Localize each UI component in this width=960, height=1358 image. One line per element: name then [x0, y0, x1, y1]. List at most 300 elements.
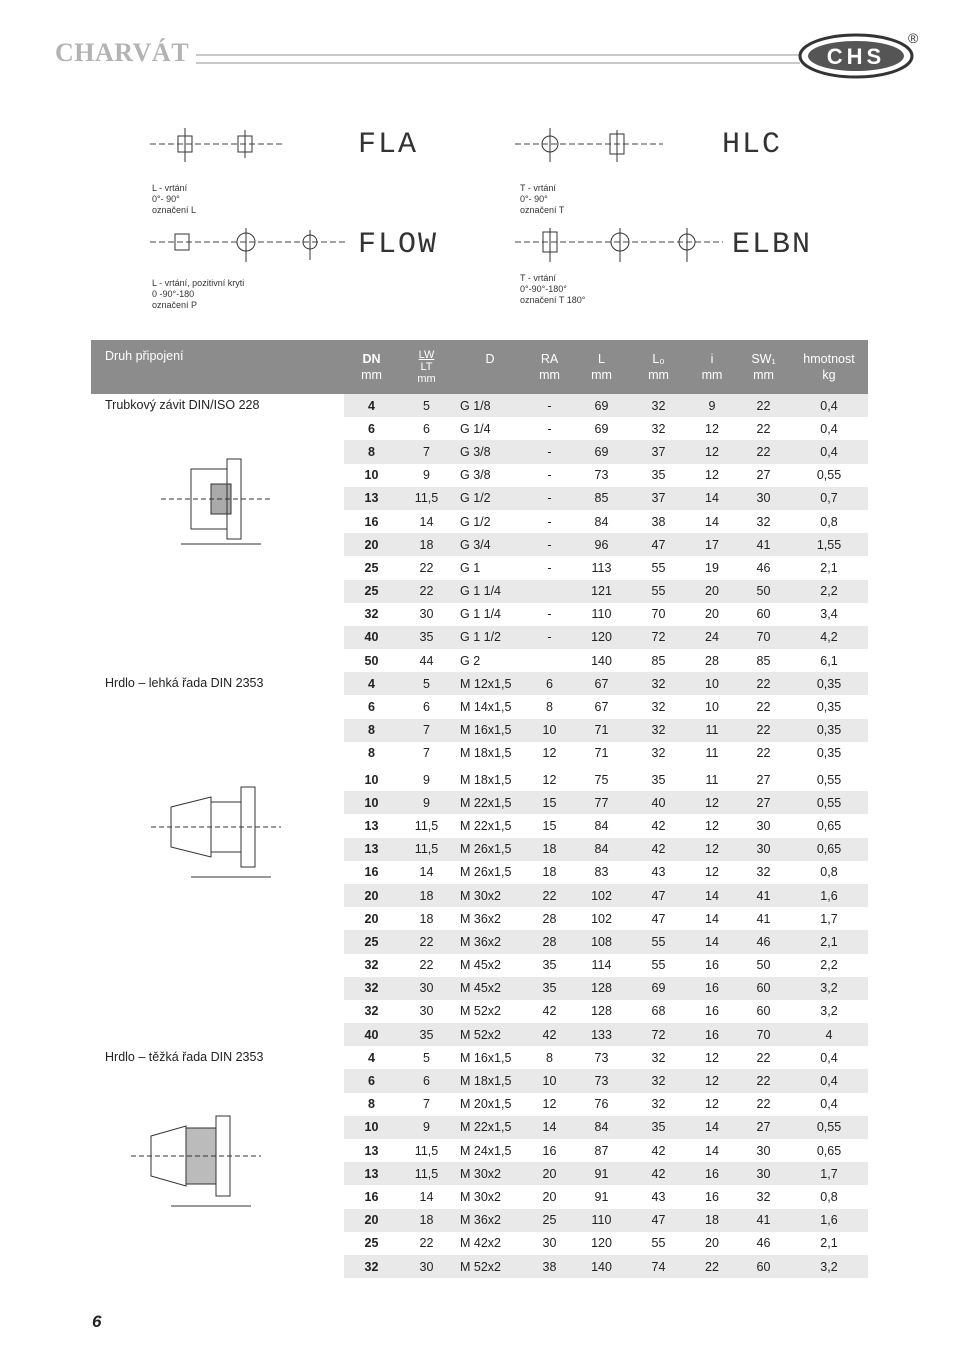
cell-d: M 18x1,5 [454, 1069, 526, 1092]
cell-lw: 18 [399, 533, 454, 556]
cell-sw: 30 [756, 818, 771, 833]
cell-d: M 16x1,5 [454, 719, 526, 742]
cell-ra: 30 [542, 1236, 557, 1251]
cell-d: M 36x2 [454, 1209, 526, 1232]
cell-l0: 37 [630, 440, 687, 463]
table-row [91, 394, 868, 417]
cell-dn: 6 [368, 421, 375, 436]
cell-lw: 6 [423, 421, 430, 436]
cell-dn: 20 [344, 533, 399, 556]
cell-d: G 1/8 [454, 394, 526, 417]
cell-lw: 30 [399, 977, 454, 1000]
cell-sw: 41 [737, 1209, 790, 1232]
cell-d: G 1/2 [454, 487, 526, 510]
cell-dn: 32 [344, 1255, 399, 1278]
chs-logo [798, 33, 914, 79]
cell-d: M 20x1,5 [460, 1097, 512, 1112]
cell-dn: 10 [344, 791, 399, 814]
cell-ra: 22 [526, 884, 573, 907]
cell-l: 76 [594, 1097, 609, 1112]
cell-ra: 38 [526, 1255, 573, 1278]
cell-i: 24 [687, 626, 737, 649]
cell-l: 110 [591, 607, 612, 622]
cell-d: M 30x2 [454, 884, 526, 907]
cell-dn: 32 [364, 607, 379, 622]
cell-hmotnost: 1,55 [790, 533, 868, 556]
cell-sw: 22 [737, 440, 790, 463]
cell-dn: 32 [364, 958, 379, 973]
cell-hmotnost: 0,35 [816, 746, 842, 761]
cell-l: 69 [594, 421, 609, 436]
cell-sw: 41 [737, 533, 790, 556]
cell-ra: - [526, 487, 573, 510]
cell-d: G 1 [460, 560, 481, 575]
cell-l: 83 [594, 865, 609, 880]
cell-sw: 50 [756, 958, 771, 973]
cell-l0: 42 [651, 818, 666, 833]
drawing-code-3: FLOW [358, 228, 439, 262]
cell-hmotnost: 0,8 [820, 1189, 838, 1204]
cell-lw: 22 [419, 958, 434, 973]
cell-i: 12 [705, 818, 719, 833]
fitting-drawing [131, 1106, 261, 1219]
cell-i: 16 [705, 1189, 719, 1204]
cell-l: 84 [573, 1116, 630, 1139]
group-label: Hrdlo – těžká řada DIN 2353 [105, 1050, 264, 1065]
cell-l0: 42 [630, 838, 687, 861]
cell-lw: 35 [399, 626, 454, 649]
cell-i: 10 [687, 672, 737, 695]
cell-lw: 44 [419, 653, 434, 668]
cell-dn: 4 [344, 394, 399, 417]
cell-hmotnost: 0,4 [820, 1050, 838, 1065]
cell-ra: 15 [526, 791, 573, 814]
col-header-sw: SW₁ mm [737, 340, 790, 394]
cell-hmotnost: 3,2 [790, 1255, 868, 1278]
cell-ra: - [547, 560, 552, 575]
cell-hmotnost: 0,65 [816, 1143, 842, 1158]
table-row [91, 1046, 868, 1069]
cell-i: 16 [687, 1162, 737, 1185]
cell-l0: 38 [651, 514, 666, 529]
cell-dn: 20 [344, 1209, 399, 1232]
cell-i: 11 [687, 719, 737, 742]
cell-hmotnost: 0,4 [790, 394, 868, 417]
cell-lw: 7 [423, 1097, 430, 1112]
cell-d: G 1 1/4 [454, 580, 526, 603]
cell-lw: 22 [419, 560, 434, 575]
cell-sw: 22 [737, 719, 790, 742]
cell-l: 114 [591, 958, 612, 973]
cell-l0: 47 [630, 1209, 687, 1232]
cell-l: 121 [573, 580, 630, 603]
cell-dn: 8 [344, 440, 399, 463]
cell-ra: 6 [526, 672, 573, 695]
cell-lw: 14 [419, 1189, 434, 1204]
cell-i: 11 [705, 772, 719, 787]
cell-l0: 72 [630, 626, 687, 649]
cell-l: 120 [573, 626, 630, 649]
cell-lw: 18 [419, 911, 434, 926]
cell-sw: 46 [756, 1236, 771, 1251]
cell-hmotnost: 1,6 [790, 1209, 868, 1232]
cell-dn: 13 [364, 818, 379, 833]
cell-sw: 22 [756, 1050, 771, 1065]
drawing-l-bore [150, 128, 290, 168]
cell-l0: 55 [651, 958, 666, 973]
cell-dn: 8 [368, 746, 375, 761]
cell-hmotnost: 4,2 [790, 626, 868, 649]
cell-i: 10 [705, 700, 719, 715]
drawing-caption-3: L - vrtání, pozitivní kryti 0 -90°-180 označení P [152, 278, 245, 310]
cell-l: 84 [573, 838, 630, 861]
cell-hmotnost: 0,8 [820, 865, 838, 880]
cell-ra: 20 [526, 1162, 573, 1185]
cell-dn: 16 [364, 1189, 379, 1204]
cell-ra: 12 [542, 772, 557, 787]
drawing-t180-bore [515, 228, 725, 268]
cell-d: M 18x1,5 [460, 746, 512, 761]
drawing-caption-2: T - vrtání 0°- 90° označení T [520, 183, 565, 215]
cell-ra: 25 [526, 1209, 573, 1232]
cell-l: 67 [594, 700, 609, 715]
cell-l0: 32 [651, 700, 666, 715]
cell-i: 20 [705, 1236, 719, 1251]
cell-lw: 9 [399, 791, 454, 814]
cell-lw: 6 [423, 700, 430, 715]
cell-l0: 37 [630, 487, 687, 510]
cell-l0: 32 [630, 719, 687, 742]
page-number: 6 [92, 1312, 102, 1331]
cell-i: 14 [705, 1143, 719, 1158]
cell-i: 16 [687, 977, 737, 1000]
cell-l: 102 [573, 884, 630, 907]
cell-sw: 60 [737, 1255, 790, 1278]
cell-l: 120 [591, 1236, 612, 1251]
cell-lw: 11,5 [399, 1162, 454, 1185]
cell-d: M 30x2 [454, 1162, 526, 1185]
cell-i: 18 [687, 1209, 737, 1232]
cell-sw: 27 [737, 1116, 790, 1139]
cell-sw: 22 [737, 1069, 790, 1092]
cell-sw: 22 [737, 672, 790, 695]
col-header-d: D [454, 340, 526, 394]
cell-l: 67 [573, 672, 630, 695]
cell-dn: 10 [344, 1116, 399, 1139]
cell-l: 91 [594, 1189, 609, 1204]
cell-dn: 32 [344, 977, 399, 1000]
cell-dn: 20 [344, 884, 399, 907]
cell-l0: 35 [651, 772, 666, 787]
cell-sw: 41 [756, 911, 771, 926]
cell-hmotnost: 0,4 [790, 440, 868, 463]
cell-ra [526, 580, 573, 603]
cell-i: 14 [705, 514, 719, 529]
cell-dn: 13 [344, 838, 399, 861]
drawing-p-bore [150, 228, 350, 268]
cell-l0: 47 [630, 533, 687, 556]
cell-sw: 32 [756, 1189, 771, 1204]
cell-hmotnost: 0,7 [790, 487, 868, 510]
group-label: Hrdlo – lehká řada DIN 2353 [105, 676, 264, 691]
cell-d: M 22x1,5 [454, 1116, 526, 1139]
cell-hmotnost: 1,7 [790, 1162, 868, 1185]
cell-dn: 8 [368, 1097, 375, 1112]
cell-dn: 13 [344, 1162, 399, 1185]
cell-lw: 9 [423, 468, 430, 483]
cell-sw: 60 [756, 607, 771, 622]
cell-hmotnost: 0,4 [790, 1069, 868, 1092]
cell-hmotnost: 0,35 [790, 672, 868, 695]
cell-ra: 20 [542, 1189, 557, 1204]
cell-sw: 60 [737, 977, 790, 1000]
cell-lw: 30 [399, 1255, 454, 1278]
cell-l0: 32 [651, 1050, 666, 1065]
cell-d: M 22x1,5 [460, 818, 512, 833]
cell-l0: 72 [630, 1023, 687, 1046]
cell-i: 12 [687, 791, 737, 814]
cell-ra: 15 [542, 818, 557, 833]
cell-hmotnost: 0,55 [816, 772, 842, 787]
cell-lw: 22 [399, 930, 454, 953]
cell-l: 77 [573, 791, 630, 814]
cell-i: 16 [705, 1004, 719, 1019]
cell-lw: 7 [399, 440, 454, 463]
fitting-drawing [161, 449, 271, 562]
cell-ra: 42 [526, 1023, 573, 1046]
cell-dn: 25 [364, 560, 379, 575]
cell-l0: 74 [630, 1255, 687, 1278]
cell-hmotnost: 2,2 [790, 580, 868, 603]
cell-i: 12 [687, 440, 737, 463]
cell-ra: - [547, 468, 552, 483]
cell-dn: 25 [364, 1236, 379, 1251]
cell-ra: 8 [546, 1050, 553, 1065]
cell-i: 16 [687, 1023, 737, 1046]
cell-i: 14 [687, 930, 737, 953]
cell-l0: 85 [651, 653, 666, 668]
cell-hmotnost: 3,2 [790, 977, 868, 1000]
logo-text: CHS [826, 44, 886, 69]
cell-l: 75 [594, 772, 609, 787]
table-header-row [91, 340, 868, 394]
cell-sw: 32 [756, 865, 771, 880]
cell-l: 96 [573, 533, 630, 556]
cell-l0: 55 [630, 930, 687, 953]
cell-hmotnost: 3,2 [820, 1004, 838, 1019]
cell-l: 73 [594, 468, 609, 483]
cell-d: M 52x2 [454, 1255, 526, 1278]
cell-d: G 1/2 [460, 514, 491, 529]
cell-l: 71 [573, 719, 630, 742]
drawing-caption-1: L - vrtání 0°- 90° označení L [152, 183, 197, 215]
cell-sw: 46 [756, 560, 771, 575]
cell-sw: 46 [737, 930, 790, 953]
cell-hmotnost: 1,6 [790, 884, 868, 907]
cell-dn: 8 [344, 719, 399, 742]
cell-d: G 1 1/4 [460, 607, 501, 622]
cell-l: 73 [573, 1069, 630, 1092]
cell-ra: 18 [542, 865, 557, 880]
cell-ra: - [526, 533, 573, 556]
cell-lw: 22 [419, 1236, 434, 1251]
cell-d: M 30x2 [460, 1189, 501, 1204]
cell-i: 20 [687, 580, 737, 603]
cell-sw: 70 [737, 1023, 790, 1046]
cell-ra [526, 649, 573, 672]
cell-l0: 55 [651, 560, 666, 575]
cell-sw: 27 [756, 468, 771, 483]
drawing-code-1: FLA [358, 128, 419, 162]
cell-lw: 14 [419, 865, 434, 880]
cell-dn: 16 [364, 865, 379, 880]
cell-i: 12 [705, 865, 719, 880]
cell-dn: 40 [344, 1023, 399, 1046]
cell-d: G 3/8 [460, 468, 491, 483]
cell-ra: - [547, 421, 552, 436]
cell-sw: 30 [737, 487, 790, 510]
cell-l0: 55 [630, 580, 687, 603]
cell-d: G 3/4 [454, 533, 526, 556]
cell-i: 17 [687, 533, 737, 556]
cell-d: M 16x1,5 [460, 1050, 512, 1065]
cell-sw: 60 [756, 1004, 771, 1019]
cell-l0: 32 [630, 1069, 687, 1092]
cell-sw: 22 [737, 394, 790, 417]
cell-l0: 69 [630, 977, 687, 1000]
spec-table [91, 340, 868, 1278]
cell-sw: 27 [756, 772, 771, 787]
cell-d: G 3/8 [454, 440, 526, 463]
cell-dn: 6 [344, 1069, 399, 1092]
cell-d: M 14x1,5 [460, 700, 512, 715]
drawing-code-2: HLC [722, 128, 783, 162]
cell-sw: 32 [756, 514, 771, 529]
cell-sw: 50 [737, 580, 790, 603]
cell-hmotnost: 0,4 [820, 1097, 838, 1112]
cell-lw: 5 [399, 394, 454, 417]
cell-hmotnost: 0,55 [816, 468, 842, 483]
cell-l: 102 [591, 911, 612, 926]
cell-dn: 20 [364, 911, 379, 926]
cell-i: 14 [687, 884, 737, 907]
cell-hmotnost: 2,2 [820, 958, 838, 973]
cell-l0: 55 [651, 1236, 666, 1251]
cell-ra: 28 [526, 930, 573, 953]
cell-ra: 35 [526, 977, 573, 1000]
cell-d: M 22x1,5 [454, 791, 526, 814]
cell-sw: 30 [737, 838, 790, 861]
cell-lw: 11,5 [414, 1143, 439, 1158]
cell-lw: 11,5 [414, 818, 439, 833]
cell-d: M 12x1,5 [454, 672, 526, 695]
cell-i: 12 [705, 468, 719, 483]
cell-i: 12 [705, 1050, 719, 1065]
cell-d: M 52x2 [460, 1004, 501, 1019]
cell-l0: 43 [651, 865, 666, 880]
cell-d: M 18x1,5 [460, 772, 512, 787]
cell-i: 20 [705, 607, 719, 622]
col-header-druh: Druh připojení [91, 340, 344, 394]
drawing-t-bore [515, 128, 665, 168]
cell-l: 140 [591, 653, 612, 668]
group-cell [91, 672, 344, 1046]
cell-i: 28 [705, 653, 719, 668]
cell-sw: 22 [756, 746, 771, 761]
cell-d: M 26x1,5 [460, 865, 512, 880]
cell-i: 12 [705, 1097, 719, 1112]
cell-d: M 52x2 [454, 1023, 526, 1046]
cell-hmotnost: 0,55 [790, 791, 868, 814]
cell-hmotnost: 1,7 [820, 911, 838, 926]
cell-d: G 2 [460, 653, 481, 668]
cell-lw: 11,5 [399, 487, 454, 510]
cell-hmotnost: 0,55 [790, 1116, 868, 1139]
cell-lw: 5 [423, 1050, 430, 1065]
cell-l: 108 [573, 930, 630, 953]
cell-sw: 30 [756, 1143, 771, 1158]
cell-i: 9 [687, 394, 737, 417]
cell-sw: 22 [756, 1097, 771, 1112]
cell-ra: 10 [526, 1069, 573, 1092]
cell-d: M 24x1,5 [460, 1143, 512, 1158]
cell-ra: 10 [526, 719, 573, 742]
cell-l0: 32 [651, 746, 666, 761]
cell-lw: 14 [419, 514, 434, 529]
cell-l: 133 [573, 1023, 630, 1046]
cell-l0: 35 [651, 468, 666, 483]
cell-l: 91 [573, 1162, 630, 1185]
fitting-drawing [151, 777, 281, 890]
cell-i: 12 [687, 838, 737, 861]
cell-i: 12 [705, 421, 719, 436]
cell-i: 14 [687, 487, 737, 510]
cell-ra: 35 [542, 958, 557, 973]
cell-lw: 11,5 [399, 838, 454, 861]
cell-i: 12 [687, 1069, 737, 1092]
cell-lw: 9 [423, 772, 430, 787]
cell-hmotnost: 4 [790, 1023, 868, 1046]
cell-i: 14 [687, 1116, 737, 1139]
cell-l: 73 [594, 1050, 609, 1065]
cell-lw: 5 [399, 672, 454, 695]
cell-dn: 13 [364, 1143, 379, 1158]
cell-dn: 25 [344, 580, 399, 603]
cell-l: 69 [573, 440, 630, 463]
cell-d: M 45x2 [460, 958, 501, 973]
cell-sw: 22 [756, 421, 771, 436]
cell-sw: 27 [737, 791, 790, 814]
cell-l: 87 [594, 1143, 609, 1158]
cell-d: M 42x2 [460, 1236, 501, 1251]
col-header-i: i mm [687, 340, 737, 394]
cell-sw: 85 [756, 653, 771, 668]
group-cell [91, 1046, 344, 1278]
brand-title: CHARVÁT [55, 38, 190, 67]
cell-l: 84 [594, 818, 609, 833]
cell-hmotnost: 0,8 [820, 514, 838, 529]
cell-ra: - [526, 440, 573, 463]
cell-ra: - [526, 394, 573, 417]
cell-ra: 12 [542, 1097, 557, 1112]
cell-l0: 32 [651, 1097, 666, 1112]
cell-lw: 7 [423, 746, 430, 761]
cell-dn: 10 [364, 772, 379, 787]
cell-l0: 35 [630, 1116, 687, 1139]
cell-sw: 30 [737, 1162, 790, 1185]
cell-dn: 25 [344, 930, 399, 953]
cell-l0: 32 [630, 672, 687, 695]
